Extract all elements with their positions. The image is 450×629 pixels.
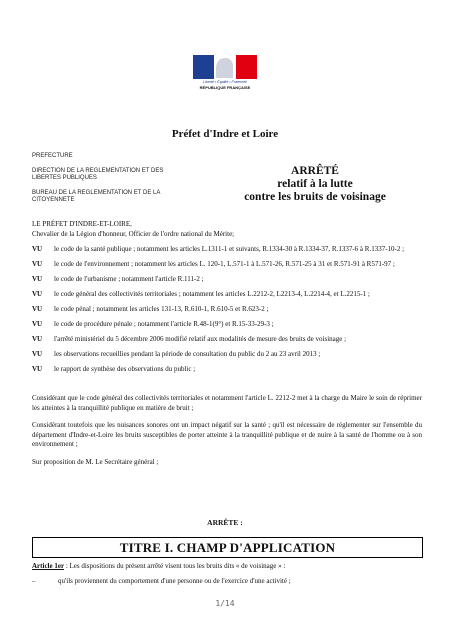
vu-text: le code de l'environnement ; notamment les articles L. 120-1, L.571-1 à L.571-26, R.571-25 à 31 et R.571-91 à R571-97 ; [54, 259, 395, 268]
marianne-logo [193, 55, 257, 93]
vu-text: les observations recueillies pendant la période de consultation du public du 2 au 23 avril 2013 ; [54, 349, 321, 358]
title-box [32, 537, 423, 558]
vu-item [32, 320, 422, 330]
article-1 [32, 562, 422, 572]
dash-bullet: – [32, 577, 36, 585]
tricolor-flag-icon [193, 55, 257, 79]
issuer-block [32, 153, 182, 212]
vu-text: l'arrêté ministériel du 5 décembre 2006 modifié relatif aux modalités de mesure des bruits de voisinage ; [54, 334, 347, 343]
considerant-paragraph: Considérant toutefois que les nuisances sonores ont un impact négatif sur la santé ; qu'il est nécessaire de réglementer sur l'ensemble du département d'Indre-et-Loire les bruits susceptibles de porter atteinte à la tranquillité publique et de nuire à la santé de l'homme ou à son environnement ; [32, 421, 422, 448]
vu-item [32, 275, 422, 285]
vu-label: VU [32, 334, 43, 343]
title-text: TITRE I. CHAMP D'APPLICATION [119, 539, 336, 555]
vu-item [32, 365, 422, 375]
arrete-heading [230, 165, 400, 204]
arrete-decision-heading: ARRÊTE : [207, 518, 243, 527]
vu-item [32, 290, 422, 300]
proposition-line: Sur proposition de M. Le Secrétaire général ; [32, 457, 159, 466]
vu-label: VU [32, 364, 43, 373]
arrete-heading-line: contre les bruits de voisinage [244, 191, 386, 203]
vu-item [32, 350, 422, 360]
document-body [32, 220, 422, 467]
vu-label: VU [32, 244, 43, 253]
vu-label: VU [32, 259, 43, 268]
arrete-heading-line: ARRÊTÉ [291, 165, 339, 177]
vu-text: le code de l'urbanisme ; notamment l'article R.111-2 ; [54, 274, 204, 283]
vu-item [32, 245, 422, 255]
vu-text: le code général des collectivités territoriales ; notamment les articles L.2212-2, L2213-4, L.2214-4, et L.2215-1 ; [54, 289, 370, 298]
prefet-title: Préfet d'Indre et Loire [171, 128, 279, 140]
intro-line: Chevalier de la Légion d'honneur, Officier de l'ordre national du Mérite; [32, 229, 235, 238]
list-item-text: qu'ils proviennent du comportement d'une personne ou de l'exercice d'une activité ; [58, 577, 291, 585]
article-label: Article 1er [32, 562, 65, 570]
vu-label: VU [32, 349, 43, 358]
logo-republique: RÉPUBLIQUE FRANÇAISE [199, 85, 251, 90]
vu-text: le code de procédure pénale ; notamment l'article R.48-1(9°) et R.15-33-29-3 ; [54, 319, 274, 328]
arrete-heading-line: relatif à la lutte [277, 178, 353, 190]
vu-text: le code de la santé publique ; notamment les articles L.1311-1 et suivants, R.1334-30 à R.1334-37, R.1337-6 à R.1337-10-2 ; [54, 244, 405, 253]
considerant-paragraph: Considérant que le code général des collectivités territoriales et notamment l'article L. 2212-2 met à la charge du Maire le soin de réprimer les atteintes à la tranquillité publique en matière de bruit ; [32, 394, 422, 412]
vu-text: le rapport de synthèse des observations du public ; [54, 364, 196, 373]
vu-text: le code pénal ; notamment les articles 131-13, R.610-1, R.610-5 et R.623-2 ; [54, 304, 269, 313]
vu-label: VU [32, 304, 43, 313]
vu-item [32, 335, 422, 345]
intro-line: LE PRÉFET D'INDRE-ET-LOIRE, [32, 220, 132, 228]
issuer-line: PREFECTURE [32, 153, 73, 159]
issuer-line: DIRECTION DE LA REGLEMENTATION ET DES LIBERTES PUBLIQUES [32, 167, 164, 181]
vu-label: VU [32, 319, 43, 328]
list-item [32, 577, 422, 585]
vu-item [32, 305, 422, 315]
logo-motto: Liberté • Égalité • Fraternité [203, 80, 247, 84]
issuer-line: BUREAU DE LA REGLEMENTATION ET DE LA CITOYENNETE [32, 189, 161, 203]
vu-item [32, 260, 422, 270]
vu-label: VU [32, 274, 43, 283]
article-text: : Les dispositions du présent arrêté visent tous les bruits dits « de voisinage » : [64, 562, 286, 570]
vu-label: VU [32, 289, 43, 298]
page-indicator: 1/14 [215, 599, 235, 608]
